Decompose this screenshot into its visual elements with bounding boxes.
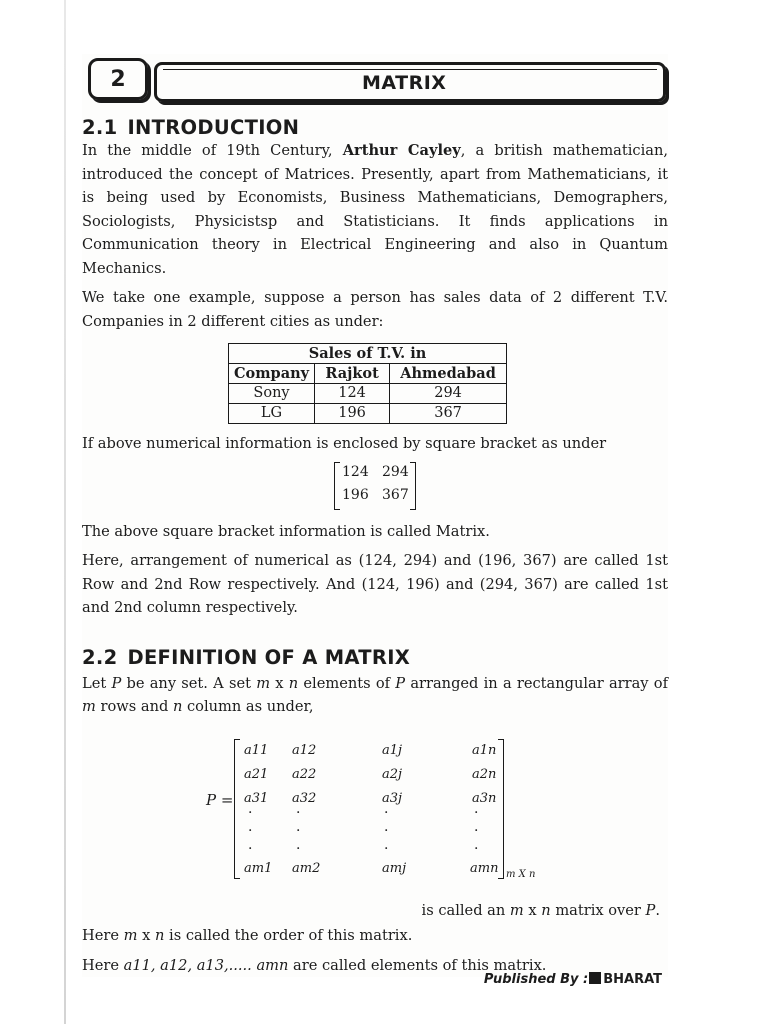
chapter-title: MATRIX [362, 72, 447, 94]
table-header-row [229, 364, 507, 384]
order-paragraph: Here m x n is called the order of this matrix. [82, 927, 413, 944]
sales-matrix [334, 462, 416, 510]
matrix-label: P = [206, 790, 234, 809]
matrix-element: amn [470, 860, 499, 876]
matrix-cell: 124 [342, 463, 369, 480]
table-cell: LG [229, 404, 315, 424]
table-title-row [229, 344, 507, 364]
matrix-element: a2n [472, 766, 497, 782]
general-matrix: a11 a12 a1j a1n a21 a22 a2j a2n a31 a32 a3j a3n · · · · · · · · · · · · am1 am2 amj amn [234, 739, 504, 879]
matrix-element: a1j [382, 742, 403, 758]
section-heading-definition: 2.2 DEFINITION OF A MATRIX [82, 645, 411, 669]
matrix-element: am1 [244, 860, 273, 876]
rows-columns-paragraph: Here, arrangement of numerical as (124, 294) and (196, 367) are called 1st Row and 2nd Row respectively. And (124, 196) and (294, 367) are called 1st and 2nd column respectively. [82, 552, 668, 616]
matrix-element: amj [382, 860, 407, 876]
chapter-number: 2 [88, 58, 148, 100]
matrix-called-paragraph: The above square bracket information is called Matrix. [82, 522, 490, 540]
general-matrix-area [82, 733, 668, 899]
table-title: Sales of T.V. in [229, 344, 507, 364]
intro-paragraph: In the middle of 19th Century, Arthur Cayley, a british mathematician, introduced the concept of Matrices. Presently, apart from Mathematicians, it is being used by Economists, Business Mathematicians, Demographers, Sociologists, Physicistsp and Statisticians. It finds applications in Communication theory in Electrical Engineering and also in Quantum Mechanics. [82, 142, 668, 277]
matrix-element: a21 [244, 766, 269, 782]
table-row [229, 384, 507, 404]
table-row [229, 404, 507, 424]
matrix-element: a3n [472, 790, 497, 806]
matrix-element: a31 [244, 790, 269, 806]
table-header: Rajkot [315, 364, 390, 384]
matrix-element: a3j [382, 790, 403, 806]
table-cell: Sony [229, 384, 315, 404]
matrix-element: am2 [292, 860, 321, 876]
author-name: Arthur Cayley [342, 142, 461, 159]
matrix-element: a2j [382, 766, 403, 782]
elements-list: a11, a12, a13,..... amn [123, 956, 289, 974]
table-header: Ahmedabad [390, 364, 507, 384]
example-paragraph: We take one example, suppose a person has sales data of 2 different T.V. Companies in 2 different cities as under: [82, 289, 668, 330]
matrix-order-subscript: m X n [506, 868, 536, 880]
matrix-element: a11 [244, 742, 269, 758]
publisher-logo-icon [589, 972, 601, 984]
section-heading-introduction: 2.1 INTRODUCTION [82, 116, 300, 139]
matrix-over-p-paragraph: is called an m x n matrix over P. [421, 901, 660, 919]
definition-paragraph: Let P be any set. A set m x n elements of P arranged in a rectangular array of m rows and n column as under, [82, 674, 668, 715]
table-header: Company [229, 364, 315, 384]
matrix-element: a1n [472, 742, 497, 758]
table-cell: 124 [315, 384, 390, 404]
small-matrix-container [334, 462, 668, 512]
matrix-element: a12 [292, 742, 317, 758]
page-binding-edge [64, 0, 66, 1024]
chapter-header [82, 54, 668, 100]
table-cell: 196 [315, 404, 390, 424]
table-cell: 367 [390, 404, 507, 424]
enclosed-paragraph: If above numerical information is enclosed by square bracket as under [82, 435, 607, 452]
matrix-cell: 294 [382, 463, 409, 480]
elements-paragraph: Here a11, a12, a13,..... amn are called elements of this matrix. [82, 956, 547, 974]
matrix-element: a22 [292, 766, 317, 782]
sales-table [228, 343, 507, 424]
matrix-cell: 367 [382, 486, 409, 503]
table-cell: 294 [390, 384, 507, 404]
publisher-footer: Published By : BHARAT [483, 972, 662, 987]
textbook-page [82, 54, 668, 987]
matrix-cell: 196 [342, 486, 369, 503]
matrix-element: a32 [292, 790, 317, 806]
